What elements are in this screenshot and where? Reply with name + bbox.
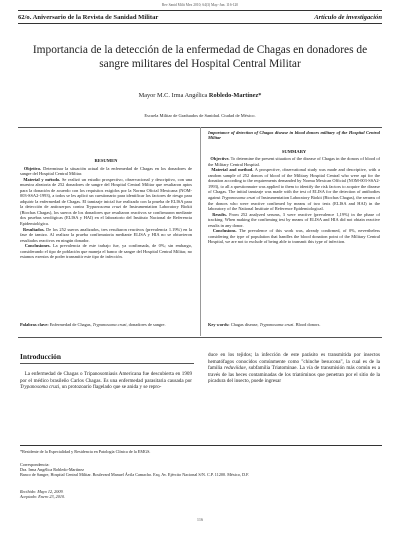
resumen-conclusions: Conclusiones. La prevalencia de este trabajo fue, ya confirmada, de 0%; sin embargo, considerando el tipo de población que maneja el banco de sangre del Hospital Central Militar, no estamos exentos de poder transmitir este tipo de infección. xyxy=(20,243,192,260)
page-number: 116 xyxy=(196,517,204,522)
summary-keywords: Key words: Chagas disease, Trypanosoma cruzi. Blood donors. xyxy=(208,322,321,327)
abstract-column-divider xyxy=(200,127,201,336)
summary-conclusions: Conclusions. The prevalence of this work was, already confirmed, of 0%, nevertheless considering the type of population that handles the blood donation point of the Military Central Hospital, we are not to exclude of being able to transmit this type of infection. xyxy=(208,228,380,245)
english-title: Importance of detection of Chagas disease in blood donors military of the Hospital Central Militar xyxy=(208,130,380,141)
footnote-residency: *Residente de la Especialidad y Residencia en Patología Clínica de la EMGS. xyxy=(20,449,151,454)
accepted-date: Aceptado: Enero 23, 2010. xyxy=(20,494,66,500)
introduction-heading: Introducción xyxy=(20,352,194,364)
journal-reference: Rev Sanid Milit Mex 2010; 64(3) May.-Jun. 116-120 xyxy=(161,3,239,7)
correspondence-block xyxy=(20,462,380,478)
issue-label: 62/o. Aniversario de la Revista de Sanidad Militar xyxy=(18,13,159,21)
correspondence-address: Banco de Sangre, Hospital Central Militar. Boulevard Manuel Ávila Camacho. Esq. Av. Ejército Nacional S/N. C.P. 11200. México, D.F. xyxy=(20,472,250,478)
affiliation: Escuela Militar de Graduados de Sanidad. Ciudad de México. xyxy=(144,113,256,118)
author-surname: Robledo-Martínez* xyxy=(208,92,262,99)
correspondence-name: Dra. Irma Angélica Robledo-Martínez xyxy=(20,467,84,473)
summary-heading: SUMMARY xyxy=(281,148,307,154)
article-title: Importancia de la detección de la enfermedad de Chagas en donadores de sangre militares del Hospital Central Militar xyxy=(32,44,368,70)
dates-block xyxy=(20,489,380,499)
resumen-column xyxy=(20,158,192,260)
resumen-heading: RESUMEN xyxy=(94,158,118,163)
introduction-right-column: duce en los tejidos; la infección de este parásito es transmitida por insectos hematófagos conocidos comúnmente como "chinche besucona", la cual es de la familia reduviidae, subfamilia Triatominae. La vía de transmisión más común es a través de las heces contaminadas de los triatóminos que penetran por el sitio de la picadura del insecto, puede ingresar xyxy=(208,352,381,384)
received-date: Recibido: Mayo 12, 2009. xyxy=(20,489,64,494)
resumen-keywords: Palabras clave: Enfermedad de Chagas, Trypanosoma cruzi, donadores de sangre. xyxy=(20,322,166,327)
author-line xyxy=(0,92,400,99)
resumen-method: Material y método. Se realizó un estudio prospectivo, observacional y descriptivo, con una muestra aleatoria de 252 donadores de sangre del Hospital Central Militar que resultaron aptos para la donación de acuerdo con los requisitos exigidos por la Norma Oficial Mexicana (NOM-003-SSA2-1993), a todos se les aplicó un cuestionario para identificar los factores de riesgo para adquirir la enfermedad de Chagas. El tamizaje inicial fue realizado con la prueba de ELISA para la detección de anticuerpos contra Trypanosoma cruzi de Instrumentation Laboratory Biokit (Biochas Chagas), los sueros de los donadores que resultaron reactivos se confirmaron mediante dos pruebas serológicas (ELISA y HAI) en el laboratorio del Instituto Nacional de Referencia Epidemiológica. xyxy=(20,176,192,227)
summary-objective: Objective. To determine the present situation of the disease of Chagas in the donors of blood of the Military Central Hospital. xyxy=(208,156,380,167)
correspondence-label: Correspondencia: xyxy=(20,462,50,467)
resumen-results: Resultados. De los 252 sueros analizados, tres resultaron reactivos (prevalencia 1.19%) en la fase de tamizo. Al realizar la prueba confirmatoria mediante ELISA y HIA no se obtuvieron resultados reactivos en ningún donador. xyxy=(20,226,192,243)
introduction-left-column: La enfermedad de Chagas o Tripanosomiasis Americana fue descubierta en 1909 por el médico brasileño Carlos Chagas. Es una enfermedad parasitaria causada por Trypanosoma cruzi, un protozoario flagelado que se anida y se repro- xyxy=(20,371,192,390)
resumen-objective: Objetivo. Determinar la situación actual de la enfermedad de Chagas en los donadores de sangre del Hospital Central Militar. xyxy=(20,165,193,177)
summary-column xyxy=(208,130,380,245)
footnote-rule xyxy=(20,445,382,446)
summary-results: Results. From 252 analyzed serums, 3 were reactive (prevalence 1,19%) in the phase of tracking. When making the confirming test by means of ELISA and HIA did not obtain reactive results in any donor. xyxy=(208,211,380,228)
section-label: Artículo de investigación xyxy=(314,13,382,21)
author-prefix: Mayor M.C. Irma Angélica xyxy=(138,92,208,99)
summary-method: Material and method. A prospective, observational study was made and descriptive, with a random sample of 252 donors of blood of the Military Hospital Central who were apt for the donation according to the requirements demanded by Norma Mexican Official (NOM-003-SSA2-1993), to all a questionnaire was applied to them to identify the risk factors to acquire the disease of Chagas. The initial tamizaje was made with the test of ELISA for the detection of antibodies against Trypanosoma cruzi of Instrumentation Laboratory Biokit (Biochas Chagas), the serums of the donors who were reactive confirmed by means of two tests (ELISA and HAI) in the laboratory of the National Institute of Reference Epidemiological. xyxy=(208,167,380,212)
journal-header-bar xyxy=(18,10,382,24)
